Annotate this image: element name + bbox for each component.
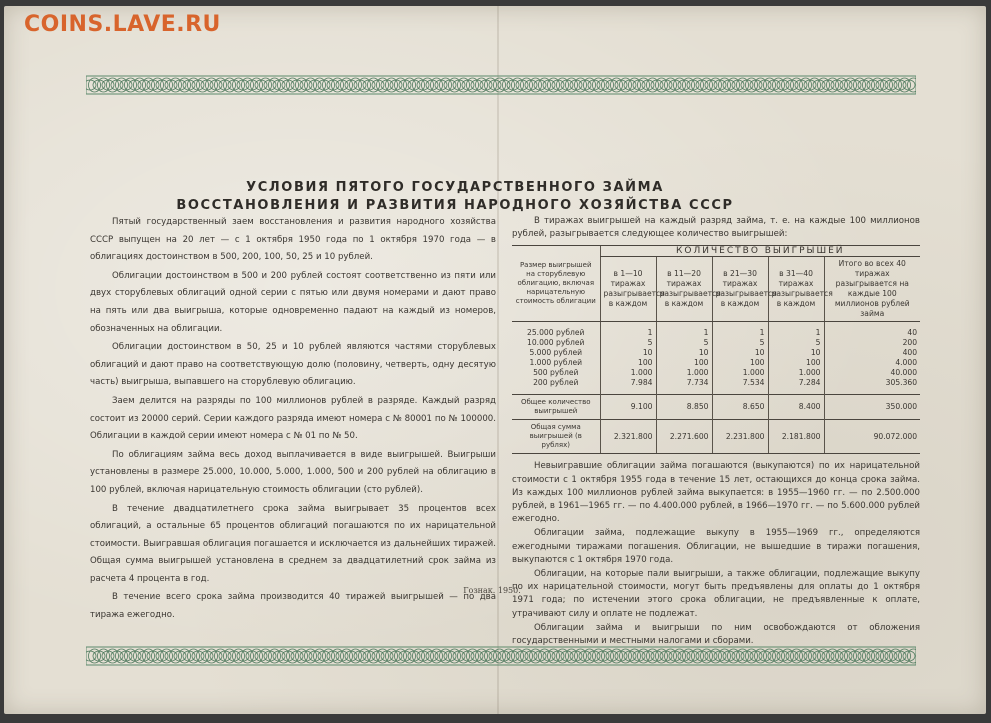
table-head-first: Размер выигрышей на сторублевую облигацию, включая нарицательную стоимость облигации: [512, 246, 600, 322]
prize-size-label: 500 рублей: [533, 368, 579, 378]
ornamental-border-top: [86, 74, 916, 96]
right-column-text: [512, 215, 920, 649]
table-cell: 100: [600, 358, 656, 368]
table-cell: 40.000: [824, 368, 920, 378]
table-cell: 1.000: [768, 368, 824, 378]
table-head-group: КОЛИЧЕСТВО ВЫИГРЫШЕЙ: [600, 246, 920, 257]
paragraph: Облигации, на которые пали выигрыши, а также облигации, подлежащие выкупу по их нарицательной стоимости, могут быть предъявлены для оплаты до 1 октября 1971 года; по истечении этого срока облигации, не предъявленные к оплате, утрачивают силу и оплате не подлежат.: [512, 569, 920, 619]
table-cell: 100: [712, 358, 768, 368]
table-cell: 1.000: [600, 368, 656, 378]
table-cell: 8.850: [656, 395, 712, 420]
table-cell: 7.534: [712, 378, 768, 388]
title-line-1: УСЛОВИЯ ПЯТОГО ГОСУДАРСТВЕННОГО ЗАЙМА: [246, 180, 664, 195]
guilloche-pattern-top: [86, 74, 916, 96]
table-col-head: Итого во всех 40 тиражах разыгрывается на каждые 100 миллионов рублей займа: [824, 257, 920, 322]
table-cell: 5: [600, 338, 656, 348]
table-cell: 1.000: [712, 368, 768, 378]
table-cell: 9.100: [600, 395, 656, 420]
table-cell: 2.231.800: [712, 420, 768, 454]
total-sum-label: Общая сумма выигрышей (в рублях): [512, 420, 600, 454]
table-row: [512, 348, 920, 358]
paragraph: Заем делится на разряды по 100 миллионов рублей в разряде. Каждый разряд состоит из 20000 серий. Серии каждого разряда имеют номера с № 80001 по № 100000. Облигации в каждой серии имеют номера с № 01 по № 50.: [90, 395, 496, 442]
table-cell: 7.984: [600, 378, 656, 388]
table-cell: 200: [824, 338, 920, 348]
paragraph: Облигации достоинством в 50, 25 и 10 рублей являются частями сторублевых облигаций и дают право на соответствующую долю (половину, четверть, одну десятую часть) выигрыша, выпавшего на сторублевую облигацию.: [90, 342, 496, 388]
paragraph: Облигации достоинством в 500 и 200 рублей состоят соответственно из пяти или двух сторублевых облигаций одной серии с пятью или двумя номерами и дают право на пять или два выигрыша, которые одновременно падают на каждый из номеров, обозначенных на облигации.: [90, 270, 496, 334]
table-col-head: в 21—30 тиражах разыгрывается в каждом: [712, 257, 768, 322]
fold-crease: [497, 6, 499, 714]
table-row: [512, 358, 920, 368]
table-cell: 1: [600, 328, 656, 338]
paragraph: Облигации займа, подлежащие выкупу в 1955—1969 гг., определяются ежегодными тиражами погашения. Облигации, не вышедшие в тиражи погашения, выкупаются с 1 октября 1970 года.: [512, 528, 920, 565]
printer-imprint: Гознак. 1950.: [463, 586, 521, 595]
table-cell: 10: [656, 348, 712, 358]
table-cell: 7.284: [768, 378, 824, 388]
paragraph: Пятый государственный заем восстановления и развития народного хозяйства СССР выпущен на 20 лет — с 1 октября 1950 года по 1 октября 1970 года — в облигациях достоинством в 500, 200, 100, 50, 25 и 10 рублей.: [90, 217, 496, 263]
site-watermark: COINS.LAVE.RU: [24, 12, 221, 37]
bond-back-sheet: [4, 6, 986, 714]
prize-rows: [512, 328, 920, 388]
table-cell: 5: [768, 338, 824, 348]
guilloche-pattern-bottom: [86, 645, 916, 667]
table-cell: 4.000: [824, 358, 920, 368]
prize-table: [512, 245, 920, 454]
prize-size-label: 25.000 рублей: [527, 328, 585, 338]
prize-size-label: 5.000 рублей: [529, 348, 583, 358]
table-cell: 10: [768, 348, 824, 358]
table-cell: 90.072.000: [824, 420, 920, 454]
table-row: [512, 338, 920, 348]
table-row: [512, 328, 920, 338]
paragraph: Невыигравшие облигации займа погашаются (выкупаются) по их нарицательной стоимости с 1 октября 1955 года в течение 15 лет, остающихся до конца срока займа. Из каждых 100 миллионов рублей займа выкупается: в 1955—1960 гг. — по 2.500.000 рублей, в 1961—1965 гг. — по 4.400.000 рублей, в 1966—1970 гг. — по 5.600.000 рублей ежегодно.: [512, 461, 920, 525]
table-row: [512, 368, 920, 378]
table-cell: 2.181.800: [768, 420, 824, 454]
table-cell: 8.400: [768, 395, 824, 420]
table-cell: 7.734: [656, 378, 712, 388]
paragraph: В течение двадцатилетнего срока займа выигрывает 35 процентов всех облигаций, а остальные 65 процентов облигаций погашаются по их нарицательной стоимости. Выигравшая облигация погашается и исключается из дальнейших тиражей. Общая сумма выигрышей установлена в среднем за двадцатилетний срок займа из расчета 4 процента в год.: [90, 503, 496, 584]
paragraph: По облигациям займа весь доход выплачивается в виде выигрышей. Выигрыши установлены в размере 25.000, 10.000, 5.000, 1.000, 500 и 200 рублей на облигацию в 100 рублей, включая нарицательную стоимость облигации (сто рублей).: [90, 449, 496, 495]
left-column-text: [90, 214, 496, 626]
table-cell: 100: [656, 358, 712, 368]
table-cell: 2.271.600: [656, 420, 712, 454]
table-cell: 305.360: [824, 378, 920, 388]
table-cell: 10: [600, 348, 656, 358]
prize-size-label: 1.000 рублей: [529, 358, 583, 368]
ornamental-border-bottom: [86, 645, 916, 667]
table-intro: В тиражах выигрышей на каждый разряд займа, т. е. на каждые 100 миллионов рублей, разыгрывается следующее количество выигрышей:: [512, 216, 920, 240]
table-cell: 8.650: [712, 395, 768, 420]
table-row-total-sum: [512, 420, 920, 454]
table-row-total-count: [512, 395, 920, 420]
table-cell: 100: [768, 358, 824, 368]
prize-size-label: 200 рублей: [533, 378, 579, 388]
table-col-head: в 1—10 тиражах разыгрывается в каждом: [600, 257, 656, 322]
table-cell: 2.321.800: [600, 420, 656, 454]
prize-size-label: 10.000 рублей: [527, 338, 585, 348]
table-cell: 1: [768, 328, 824, 338]
table-row: [512, 378, 920, 388]
title-line-2: ВОССТАНОВЛЕНИЯ И РАЗВИТИЯ НАРОДНОГО ХОЗЯЙСТВА СССР: [176, 198, 734, 213]
table-cell: 40: [824, 328, 920, 338]
table-col-head: в 31—40 тиражах разыгрывается в каждом: [768, 257, 824, 322]
table-cell: 5: [712, 338, 768, 348]
table-cell: 1.000: [656, 368, 712, 378]
total-count-label: Общее количество выигрышей: [512, 395, 600, 420]
table-cell: 1: [656, 328, 712, 338]
table-cell: 400: [824, 348, 920, 358]
table-cell: 350.000: [824, 395, 920, 420]
table-cell: 10: [712, 348, 768, 358]
table-col-head: в 11—20 тиражах разыгрывается в каждом: [656, 257, 712, 322]
paragraph: Облигации займа и выигрыши по ним освобождаются от обложения государственными и местными налогами и сборами.: [512, 622, 920, 647]
table-cell: 5: [656, 338, 712, 348]
table-cell: 1: [712, 328, 768, 338]
paragraph: В течение всего срока займа производится 40 тиражей выигрышей — по два тиража ежегодно.: [90, 592, 496, 621]
